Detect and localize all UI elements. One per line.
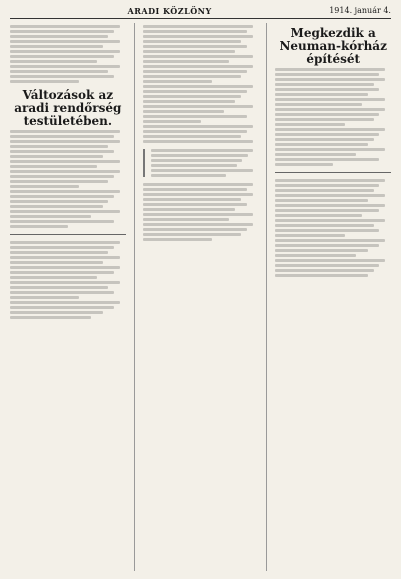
masthead-date: 1914. január 4. [329,6,391,15]
left-headline: Változások az aradi rendőrség testületében. [14,88,122,128]
column-1 [10,23,126,571]
masthead-title: ARADI KÖZLÖNY [127,6,212,16]
article-text [143,183,259,241]
column-rule [10,234,126,235]
block-quote-text [151,149,259,177]
right-headline: Megkezdik a Neuman-kórház építését [279,26,387,66]
column-divider [134,23,135,571]
article-text [275,179,391,277]
article-text [10,130,126,228]
columns [10,23,391,571]
masthead [10,6,391,19]
article-text [10,241,126,319]
column-3 [275,23,391,571]
column-divider [266,23,267,571]
article-text [275,68,391,166]
article-text [143,25,259,143]
article-text [10,25,126,83]
block-quote [143,149,259,177]
column-2 [143,23,259,571]
column-rule [275,172,391,173]
